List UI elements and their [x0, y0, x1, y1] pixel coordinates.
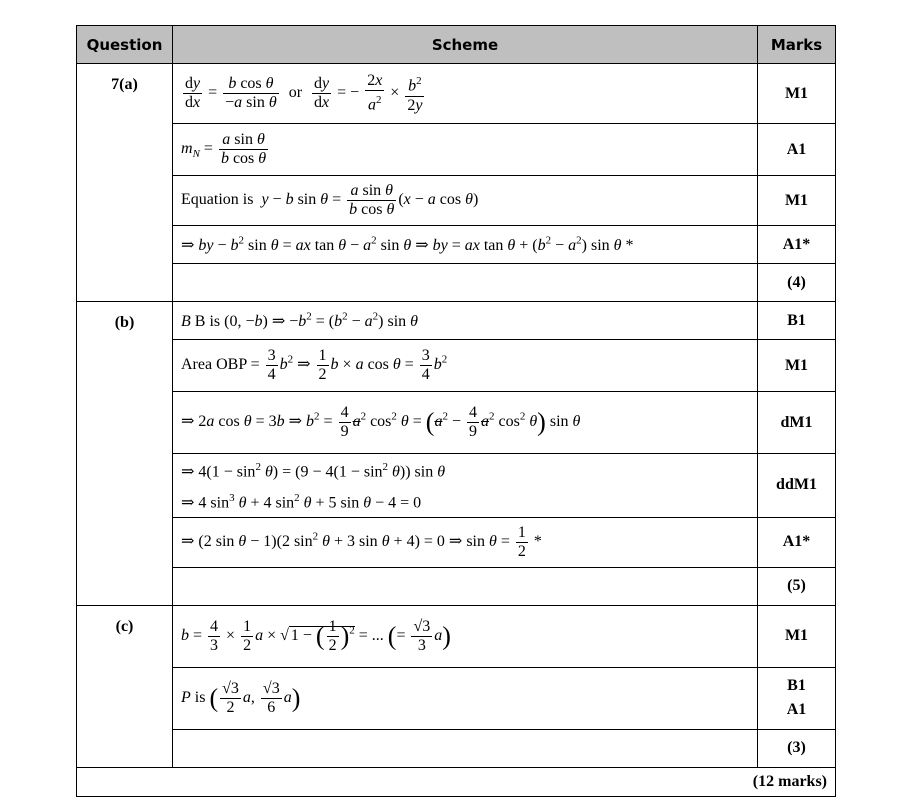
- header-row: [77, 26, 836, 64]
- question-label-c: (c): [77, 605, 173, 767]
- table-row: [77, 340, 836, 392]
- header-scheme: Scheme: [173, 26, 758, 64]
- scheme-line: ⇒ (2 sin θ − 1)(2 $\sin^2 \theta + 3$ sin θ + 4) = 0 ⇒ sin θ = $\frac{1}{2}$ *: [173, 517, 758, 567]
- scheme-line: ⇒ 2a cos θ = 3b ⇒ $b^2$ = $\frac{4}{9}$ $a^2$ $\cos^2 \theta = (a^2$ − $\frac{4}{9}$ $a^2$ $\cos^2 \theta$) sin θ: [173, 392, 758, 454]
- mark: B1: [758, 302, 836, 340]
- subtotal: (3): [758, 729, 836, 767]
- question-label-b: (b): [77, 302, 173, 606]
- table-row: [77, 226, 836, 264]
- table-row: [77, 567, 836, 605]
- table-row: [77, 124, 836, 176]
- table-row: [77, 517, 836, 567]
- mark: A1: [786, 701, 807, 719]
- scheme-line: Equation is y − b sin θ = $\frac{\text{a sin θ}}{\text{b cos θ}}$ (x − a cos θ): [173, 176, 758, 226]
- mark-scheme-table: [76, 25, 836, 797]
- table-row: [77, 454, 836, 518]
- mark: A1: [758, 124, 836, 176]
- subtotal: (5): [758, 567, 836, 605]
- question-label-a: 7(a): [77, 64, 173, 302]
- mark: B1: [787, 677, 806, 695]
- table-row: [77, 667, 836, 729]
- table-row: [77, 302, 836, 340]
- subtotal: (4): [758, 264, 836, 302]
- table-row: [77, 392, 836, 454]
- mark-pair: [758, 667, 836, 729]
- table-row: [77, 264, 836, 302]
- mark: A1*: [758, 517, 836, 567]
- scheme-line: ⇒ $4(1 - \sin^2 \theta) = (9 - 4(1 - \sin^2 \theta))$ sin θ ⇒ 4 $\sin^3 \theta + 4$ $\sin^2 \theta + 5$ sin θ − 4 = 0: [173, 454, 758, 518]
- scheme-line: b = $\frac{4}{3}$ × $\frac{1}{2}$ a × √ 1 − ( $\frac{1}{2}$ )$^2$ = ... (= $\frac{√3}{3}$ a): [173, 605, 758, 667]
- mark: M1: [758, 64, 836, 124]
- scheme-line: B B is (0, −b) ⇒ $-b^2 = (b^2 - a^2)$ sin θ: [173, 302, 758, 340]
- scheme-line: Area OBP = $\frac{3}{4}$ $b^2$ ⇒ $\frac{1}{2}$ b × a cos θ = $\frac{3}{4}$ $b^2$: [173, 340, 758, 392]
- scheme-line: ⇒ by − $b^2$ sin θ = ax $\tan \theta - a^2$ sin θ ⇒ by = ax $\tan \theta + (b^2 - a^2)$ sin θ *: [173, 226, 758, 264]
- header-marks: Marks: [758, 26, 836, 64]
- mark: dM1: [758, 392, 836, 454]
- table-row: [77, 729, 836, 767]
- equation-label: Equation is: [181, 191, 254, 209]
- table-row: [77, 605, 836, 667]
- table-row: [77, 64, 836, 124]
- mark: M1: [758, 340, 836, 392]
- mark: ddM1: [758, 454, 836, 518]
- scheme-line: P is ( $\frac{√3}{2}$ a, $\frac{√3}{6}$ a): [173, 667, 758, 729]
- mark: M1: [758, 176, 836, 226]
- total-row: [77, 767, 836, 796]
- scheme-line: $m_N$ = $\frac{\text{a sin θ}}{\text{b cos θ}}$: [173, 124, 758, 176]
- table-row: [77, 176, 836, 226]
- scheme-line: $\frac{dy}{dx}$ = $\frac{\text{b cos θ}}{\text{−a sin θ}}$ or $\frac{dy}{dx}$ = − $\frac{2x}{a^2}$ × $\frac{b^2}{2y}$: [173, 64, 758, 124]
- mark: A1*: [758, 226, 836, 264]
- total-marks: (12 marks): [77, 767, 836, 796]
- mark: M1: [758, 605, 836, 667]
- header-question: Question: [77, 26, 173, 64]
